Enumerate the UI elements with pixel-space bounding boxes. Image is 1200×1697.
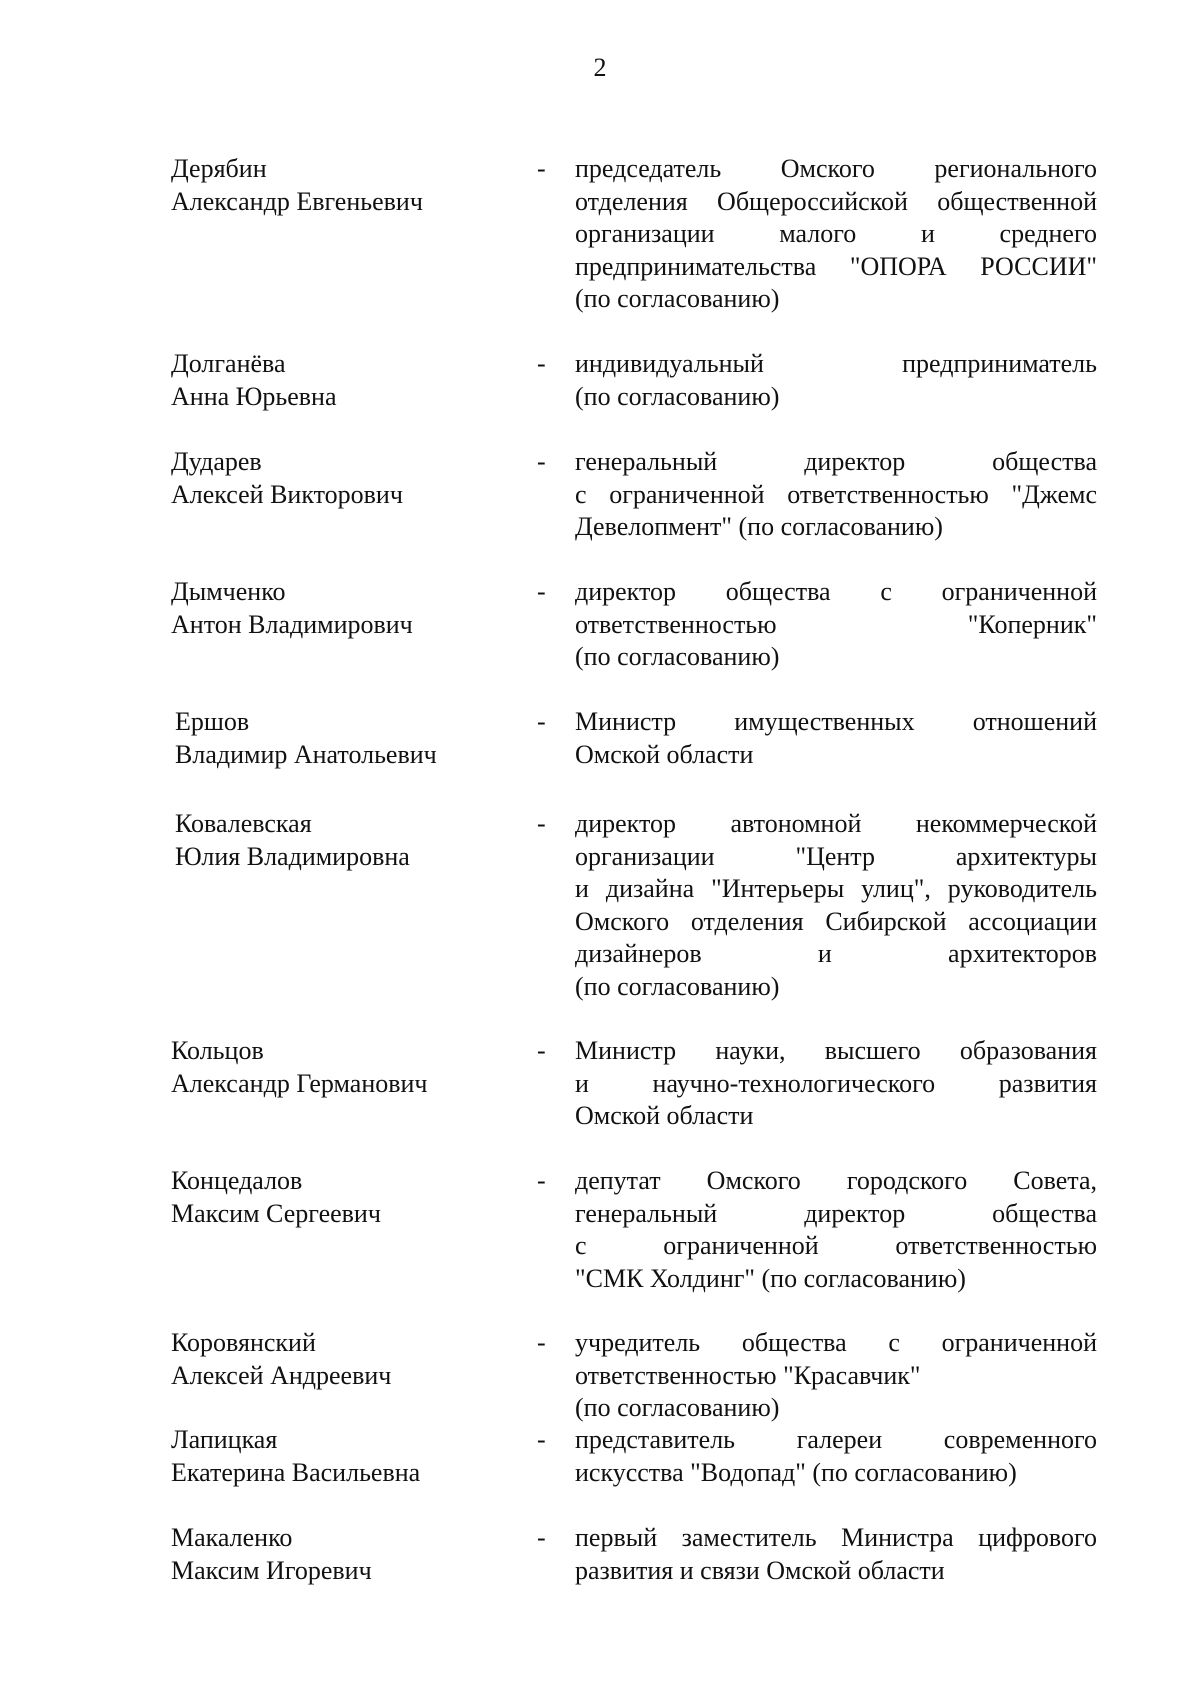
role-line: отделения Общероссийской общественной <box>575 186 1097 216</box>
role-line: представитель галереи современного <box>575 1425 1097 1454</box>
member-surname: Дымченко <box>171 577 286 606</box>
role-line: организации "Центр архитектуры <box>575 841 1097 871</box>
member-name <box>175 706 515 771</box>
role-line: Девелопмент" (по согласованию) <box>575 512 943 541</box>
dash-separator: - <box>537 577 546 606</box>
dash-separator: - <box>537 1328 546 1357</box>
member-given-names: Александр Евгеньевич <box>171 186 423 216</box>
role-line: ответственностью "Коперник" <box>575 609 1097 639</box>
member-name <box>171 1165 511 1230</box>
member-surname: Ершов <box>175 707 250 736</box>
role-line: директор автономной некоммерческой <box>575 809 1097 838</box>
member-role <box>575 153 1097 316</box>
member-given-names: Алексей Викторович <box>171 479 403 509</box>
member-role <box>575 1424 1097 1489</box>
dash-separator: - <box>537 1166 546 1195</box>
member-given-names: Алексей Андреевич <box>171 1360 392 1390</box>
member-name <box>171 446 511 511</box>
member-given-names: Владимир Анатольевич <box>175 739 437 769</box>
role-line: и научно-технологического развития <box>575 1068 1097 1098</box>
role-line: "СМК Холдинг" (по согласованию) <box>575 1263 966 1293</box>
member-name <box>171 1035 511 1100</box>
member-role <box>575 1035 1097 1133</box>
role-line: с ограниченной ответственностью <box>575 1231 1097 1260</box>
member-name <box>171 1327 511 1392</box>
dash-separator: - <box>537 154 546 183</box>
role-line: Министр науки, высшего образования <box>575 1036 1097 1065</box>
member-surname: Долганёва <box>171 349 286 378</box>
role-line: Омской области <box>575 1101 754 1130</box>
member-given-names: Антон Владимирович <box>171 609 413 639</box>
role-line: директор общества с ограниченной <box>575 577 1097 606</box>
role-line: с ограниченной ответственностью "Джемс <box>575 479 1097 509</box>
member-surname: Дударев <box>171 447 262 476</box>
role-line: дизайнеров и архитекторов <box>575 939 1097 968</box>
dash-separator: - <box>537 1425 546 1454</box>
role-line: председатель Омского регионального <box>575 154 1097 183</box>
role-line: организации малого и среднего <box>575 219 1097 248</box>
role-line: Омского отделения Сибирской ассоциации <box>575 906 1097 936</box>
member-surname: Концедалов <box>171 1166 303 1195</box>
member-name <box>171 348 511 413</box>
role-line: Министр имущественных отношений <box>575 707 1097 736</box>
role-line: генеральный директор общества <box>575 447 1097 476</box>
role-line: первый заместитель Министра цифрового <box>575 1523 1097 1552</box>
page-number: 2 <box>593 53 607 82</box>
member-surname: Ковалевская <box>175 809 312 838</box>
dash-separator: - <box>537 1036 546 1065</box>
role-line: генеральный директор общества <box>575 1198 1097 1228</box>
role-line: учредитель общества с ограниченной <box>575 1328 1097 1357</box>
member-given-names: Екатерина Васильевна <box>171 1457 421 1487</box>
member-name <box>171 153 511 218</box>
dash-separator: - <box>537 809 546 838</box>
member-given-names: Анна Юрьевна <box>171 381 337 411</box>
role-line: индивидуальный предприниматель <box>575 349 1097 378</box>
member-surname: Кольцов <box>171 1036 264 1065</box>
role-line: (по согласованию) <box>575 284 780 313</box>
role-line: ответственностью "Красавчик" <box>575 1360 921 1390</box>
member-given-names: Александр Германович <box>171 1068 428 1098</box>
member-role <box>575 446 1097 544</box>
role-line: искусства "Водопад" (по согласованию) <box>575 1457 1017 1487</box>
member-role <box>575 576 1097 674</box>
member-role <box>575 1165 1097 1295</box>
role-line: (по согласованию) <box>575 642 780 671</box>
member-name <box>171 576 511 641</box>
member-role <box>575 808 1097 1003</box>
member-role <box>575 1522 1097 1587</box>
role-line: (по согласованию) <box>575 971 780 1001</box>
member-surname: Дерябин <box>171 154 267 183</box>
dash-separator: - <box>537 1523 546 1552</box>
member-role <box>575 1327 1097 1425</box>
member-role <box>575 706 1097 771</box>
role-line: и дизайна "Интерьеры улиц", руководитель <box>575 874 1097 903</box>
dash-separator: - <box>537 707 546 736</box>
member-name <box>171 1522 511 1587</box>
role-line: предпринимательства "ОПОРА РОССИИ" <box>575 251 1097 281</box>
role-line: (по согласованию) <box>575 1393 780 1422</box>
member-surname: Коровянский <box>171 1328 316 1357</box>
role-line: (по согласованию) <box>575 381 780 411</box>
member-surname: Лапицкая <box>171 1425 278 1454</box>
member-given-names: Максим Сергеевич <box>171 1198 381 1228</box>
member-given-names: Максим Игоревич <box>171 1555 372 1585</box>
dash-separator: - <box>537 349 546 378</box>
member-name <box>171 1424 511 1489</box>
role-line: развития и связи Омской области <box>575 1555 945 1585</box>
member-given-names: Юлия Владимировна <box>175 841 410 871</box>
member-surname: Макаленко <box>171 1523 293 1552</box>
member-role <box>575 348 1097 413</box>
member-name <box>175 808 515 873</box>
role-line: депутат Омского городского Совета, <box>575 1166 1097 1195</box>
role-line: Омской области <box>575 739 754 769</box>
dash-separator: - <box>537 447 546 476</box>
